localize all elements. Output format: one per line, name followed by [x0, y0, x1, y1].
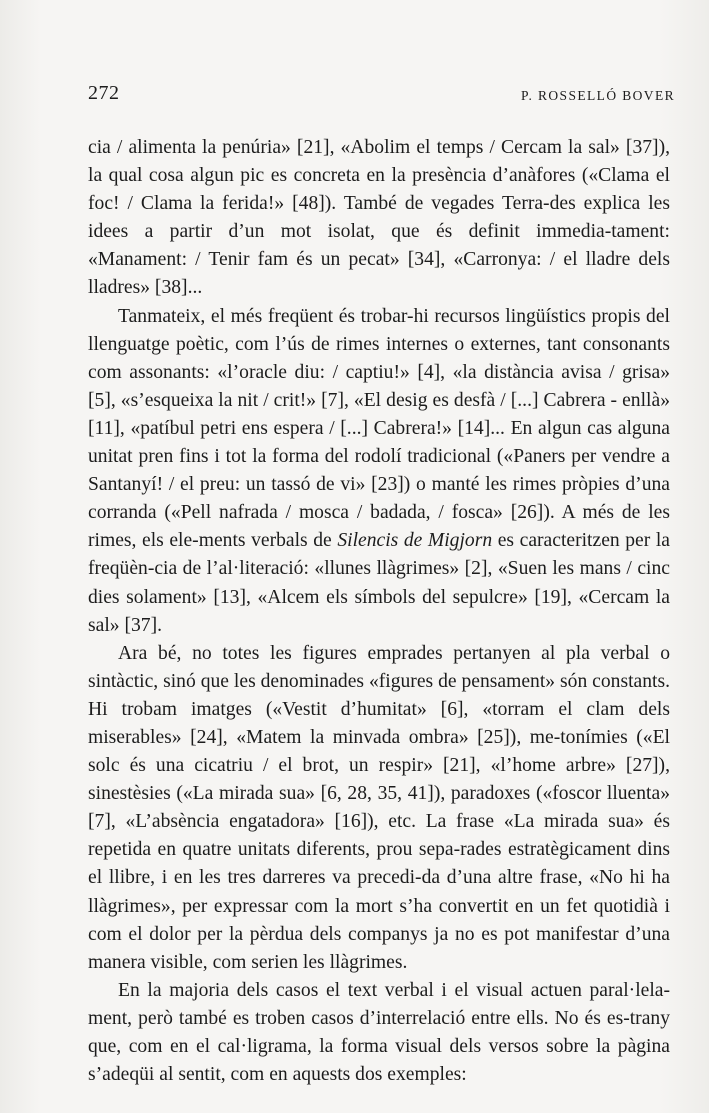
paragraph-4-text: En la majoria dels casos el text verbal i el visual actuen paral·lela-ment, però també es troben casos d’interrelació entre ells. No és es-trany que, com en el cal·ligrama, la forma visual dels versos sobre la pàgina s’adeqüi al sentit, com en aquests dos exemples: — [88, 979, 670, 1086]
page-number: 272 — [88, 82, 120, 104]
paragraph-2-text-a: Tanmateix, el més freqüent és trobar-hi recursos lingüístics propis del llenguatge poètic, com l’ús de rimes internes o externes, tant consonants com assonants: «l’oracle diu: / captiu!» [4], «la distància avisa / grisa» [5], «s’esqueixa la nit / crit!» [7], «El desig es desfà / [...] Cabrera - enllà» [11], «patíbul petri ens espera / [...] Cabrera!» [14]... En algun cas alguna unitat pren fins i tot la forma del rodolí tradicional («Paners per vendre a Santanyí! / el preu: un tassó de vi» [23]) o manté les rimes pròpies d’una corranda («Pell nafrada / mosca / badada, / fosca» [26]). A més de les rimes, els ele-ments verbals de — [88, 305, 670, 552]
paragraph-3-text: Ara bé, no totes les figures emprades pertanyen al pla verbal o sintàctic, sinó que les denominades «figures de pensament» són constants. Hi trobam imatges («Vestit d’humitat» [6], «torram el clam dels miserables» [24], «Matem la minvada ombra» [25]), me-tonímies («El solc és una cicatriu / el brot, un respir» [21], «l’home arbre» [27]), sinestèsies («La mirada sua» [6, 28, 35, 41]), paradoxes («foscor lluenta» [7], «L’absència engatadora» [16]), etc. La frase «La mirada sua» és repetida en quatre unitats diferents, prou sepa-rades estratègicament dins el llibre, i en les tres darreres va precedi-da d’una altre frase, «No hi ha llàgrimes», per expressar com la mort s’ha convertit en un fet quotidià i com el dolor per la pèrdua dels companys ja no es pot manifestar d’una manera visible, com serien les llàgrimes. — [88, 642, 670, 973]
page-header — [88, 82, 675, 112]
paragraph-2 — [88, 303, 670, 640]
body-text — [88, 134, 670, 1089]
running-head-author: P. ROSSELLÓ BOVER — [521, 88, 675, 103]
paragraph-1 — [88, 134, 670, 303]
paragraph-3 — [88, 640, 670, 977]
paragraph-2-text-b: es caracteritzen per la freqüèn-cia de l’al·literació: «llunes llàgrimes» [2], «Suen les mans / cinc dies solament» [13], «Alcem els símbols del sepulcre» [19], «Cercam la sal» [37]. — [88, 530, 670, 636]
paragraph-1-text: cia / alimenta la penúria» [21], «Abolim el temps / Cercam la sal» [37]), la qual cosa algun pic es concreta en la presència d’anàfores («Clama el foc! / Clama la ferida!» [48]). També de vegades Terra-des explica les idees a partir d’un mot isolat, que és definit immedia-tament: «Manament: / Tenir fam és un pecat» [34], «Carronya: / el lladre dels lladres» [38]... — [88, 137, 670, 299]
paragraph-4 — [88, 977, 670, 1089]
book-title-silencis-de-migjorn: Silencis de Migjorn — [337, 530, 493, 552]
